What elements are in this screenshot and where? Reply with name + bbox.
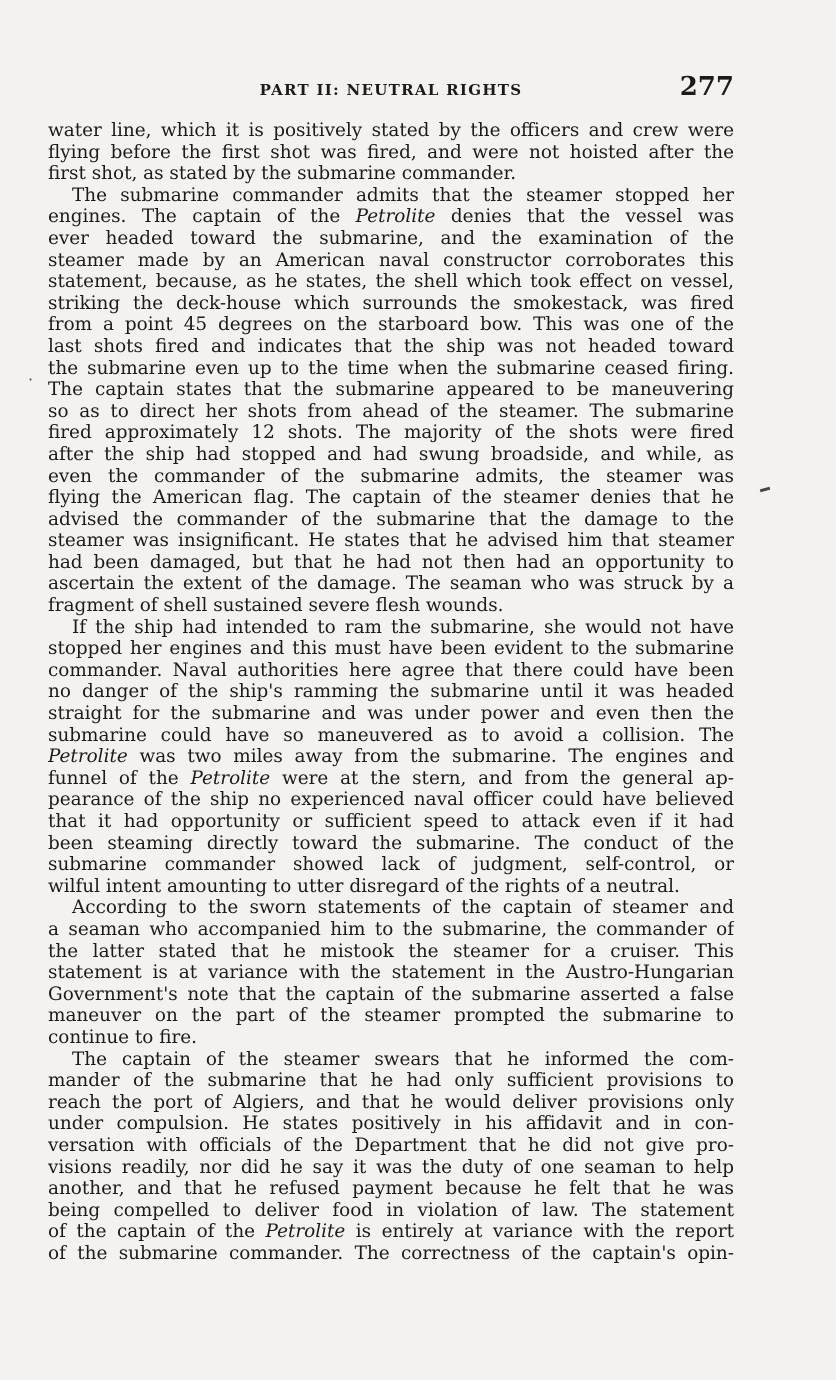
text-line: stopped her engines and this must have been evident to the submarine bbox=[48, 638, 734, 660]
text-line: advised the commander of the submarine that the damage to the bbox=[48, 508, 734, 530]
running-head: PART II: NEUTRAL RIGHTS bbox=[259, 81, 523, 99]
text-line: that it had opportunity or sufficient speed to attack even if it had bbox=[48, 811, 734, 832]
text-line: maneuver on the part of the steamer prompted the submarine to bbox=[48, 1005, 734, 1027]
text-line: fired approximately 12 shots. The majority of the shots were fired bbox=[48, 422, 734, 444]
text-line: from a point 45 degrees on the starboard bow. This was one of the bbox=[48, 314, 734, 336]
text-line: submarine commander showed lack of judgment, self-control, or bbox=[48, 854, 734, 876]
text-line: of the submarine commander. The correctness of the captain's opin- bbox=[48, 1242, 734, 1264]
paragraph bbox=[48, 617, 734, 898]
text-line: Government's note that the captain of the submarine asserted a false bbox=[48, 983, 734, 1005]
text-line: submarine could have so maneuvered as to avoid a collision. The bbox=[48, 724, 734, 746]
margin-mark bbox=[760, 487, 770, 492]
text-line: under compulsion. He states positively in his affidavit and in con- bbox=[48, 1113, 734, 1135]
ship-name: Petrolite bbox=[48, 746, 128, 768]
page-number: 277 bbox=[679, 72, 734, 102]
text-line: no danger of the ship's ramming the submarine until it was headed bbox=[48, 681, 734, 703]
text-line: the latter stated that he mistook the steamer for a cruiser. This bbox=[48, 940, 734, 962]
text-line: straight for the submarine and was under power and even then the bbox=[48, 703, 734, 725]
text-line: engines. The captain of the Petrolite denies that the vessel was bbox=[48, 206, 734, 228]
text-line: The captain of the steamer swears that he informed the com- bbox=[72, 1048, 734, 1070]
text-line: even the commander of the submarine admits, the steamer was bbox=[48, 465, 734, 487]
text-line: The submarine commander admits that the steamer stopped her bbox=[72, 184, 734, 206]
text-line: a seaman who accompanied him to the submarine, the commander of bbox=[48, 918, 734, 940]
paragraph bbox=[48, 897, 734, 1048]
margin-mark: · bbox=[28, 370, 34, 389]
text-line: reach the port of Algiers, and that he would deliver provisions only bbox=[48, 1091, 734, 1113]
paragraph bbox=[48, 1049, 734, 1265]
text-line: wilful intent amounting to utter disregard of the rights of a neutral. bbox=[48, 875, 680, 897]
paragraph bbox=[48, 185, 734, 617]
text-line: flying before the first shot was fired, and were not hoisted after the bbox=[48, 141, 734, 163]
paragraph bbox=[48, 120, 734, 185]
text-line: fragment of shell sustained severe flesh wounds. bbox=[48, 595, 504, 617]
text-line: the submarine even up to the time when the submarine ceased firing. bbox=[48, 357, 734, 379]
ship-name: Petrolite bbox=[190, 767, 271, 789]
text-line: another, and that he refused payment because he felt that he was bbox=[48, 1178, 734, 1200]
text-line: last shots fired and indicates that the ship was not headed toward bbox=[48, 335, 734, 357]
text-line: flying the American flag. The captain of the steamer denies that he bbox=[48, 487, 734, 509]
text-line: had been damaged, but that he had not then had an opportunity to bbox=[48, 551, 734, 573]
text-line: visions readily, nor did he say it was the duty of one seaman to help bbox=[48, 1156, 734, 1178]
text-line: mander of the submarine that he had only sufficient provisions to bbox=[48, 1070, 734, 1092]
text-line: funnel of the Petrolite were at the stern, and from the general ap- bbox=[48, 767, 734, 789]
text-line: after the ship had stopped and had swung broadside, and while, as bbox=[48, 443, 734, 465]
text-line: statement, because, as he states, the shell which took effect on vessel, bbox=[48, 271, 734, 293]
text-line: striking the deck-house which surrounds the smokestack, was fired bbox=[48, 292, 734, 314]
text-line: Petrolite was two miles away from the submarine. The engines and bbox=[48, 746, 734, 768]
text-line: continue to fire. bbox=[48, 1026, 198, 1048]
text-line: of the captain of the Petrolite is entirely at variance with the report bbox=[48, 1221, 734, 1243]
text-line: being compelled to deliver food in violation of law. The statement bbox=[48, 1199, 734, 1221]
ship-name: Petrolite bbox=[355, 206, 436, 228]
text-line: pearance of the ship no experienced naval officer could have believed bbox=[48, 789, 734, 811]
ship-name: Petrolite bbox=[265, 1221, 346, 1243]
text-line: first shot, as stated by the submarine commander. bbox=[48, 163, 517, 185]
text-line: If the ship had intended to ram the submarine, she would not have bbox=[72, 616, 734, 638]
text-line: been steaming directly toward the submarine. The conduct of the bbox=[48, 832, 734, 854]
text-line: ascertain the extent of the damage. The seaman who was struck by a bbox=[48, 573, 734, 595]
page-header bbox=[48, 72, 734, 106]
text-line: steamer made by an American naval constructor corroborates this bbox=[48, 249, 734, 271]
text-line: ever headed toward the submarine, and the examination of the bbox=[48, 227, 734, 249]
text-line: so as to direct her shots from ahead of the steamer. The submarine bbox=[48, 400, 734, 422]
text-line: commander. Naval authorities here agree that there could have been bbox=[48, 659, 734, 681]
text-line: water line, which it is positively stated by the officers and crew were bbox=[48, 120, 734, 141]
text-line: According to the sworn statements of the captain of steamer and bbox=[72, 897, 734, 919]
body-text bbox=[48, 120, 734, 1264]
text-line: The captain states that the submarine appeared to be maneuvering bbox=[48, 379, 734, 401]
text-line: versation with officials of the Department that he did not give pro- bbox=[48, 1134, 734, 1156]
text-line: statement is at variance with the statement in the Austro-Hungarian bbox=[48, 962, 734, 984]
text-line: steamer was insignificant. He states that he advised him that steamer bbox=[48, 530, 734, 552]
